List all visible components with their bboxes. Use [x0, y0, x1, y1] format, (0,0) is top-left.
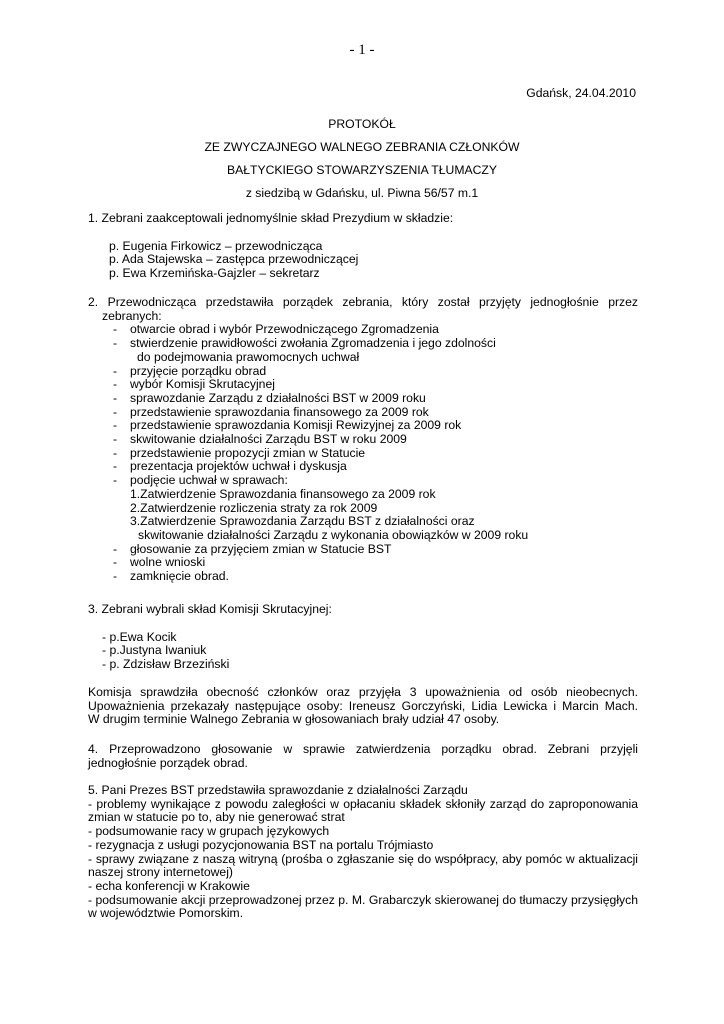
commission-para-line: Komisja sprawdziła obecność członków oraz przyjęła 3 upoważnienia od osób nieobecnych. — [88, 684, 638, 699]
heading-address: z siedzibą w Gdańsku, ul. Piwna 56/57 m.1 — [245, 186, 479, 200]
section-2 — [88, 296, 638, 584]
section-5-line: - echa konferencji w Krakowie — [88, 878, 250, 893]
section-5-line: - podsumowanie racy w grupach językowych — [88, 824, 330, 839]
agenda-item: - podjęcie uchwał w sprawach: — [113, 473, 288, 488]
resolution-item: 2.Zatwierdzenie rozliczenia straty za rok 2009 — [130, 500, 378, 515]
section-4-line: jednogłośnie porządek obrad. — [88, 755, 248, 770]
section-5-line: naszej strony internetowej) — [88, 865, 233, 880]
document-date: Gdańsk, 24.04.2010 — [526, 86, 636, 100]
heading-line-3: BAŁTYCKIEGO STOWARZYSZENIA TŁUMACZY — [227, 163, 497, 177]
section-5 — [88, 784, 638, 921]
section-5-line: - podsumowanie akcji przeprowadzonej przez p. M. Grabarczyk skierowanej do tłumaczy przysięgłych — [88, 892, 638, 907]
section-5-line: - rezygnacja z usługi pozycjonowania BST na portalu Trójmiasto — [88, 837, 434, 852]
agenda-item: - przedstawienie sprawozdania finansowego za 2009 rok — [113, 404, 429, 419]
section-4-line: 4. Przeprowadzono głosowanie w sprawie zatwierdzenia porządku obrad. Zebrani przyjęli — [88, 742, 638, 756]
agenda-item: - sprawozdanie Zarządu z działalności BST w 2009 roku — [113, 390, 426, 405]
presidium-member: p. Ewa Krzemińska-Gajzler – sekretarz — [109, 266, 320, 281]
section-2-intro: 2. Przewodnicząca przedstawiła porządek zebrania, który został przyjęty jednogłośnie przez — [88, 295, 638, 309]
section-1 — [88, 212, 638, 281]
section-3 — [88, 603, 638, 727]
agenda-item: - zamknięcie obrad. — [113, 569, 229, 584]
heading-title: PROTOKÓŁ — [328, 117, 396, 131]
page-number: - 1 - — [349, 42, 375, 58]
document-heading — [0, 113, 724, 205]
section-5-line: - problemy wynikające z powodu zaległości w opłacaniu składek skłoniły zarząd do zaproponowania — [88, 796, 638, 811]
section-2-intro-cont: zebranych: — [102, 308, 162, 323]
presidium-member: p. Ada Stajewska – zastępca przewodniczącej — [109, 252, 359, 267]
section-3-text: 3. Zebrani wybrali skład Komisji Skrutacyjnej: — [88, 602, 332, 616]
resolution-item: 1.Zatwierdzenie Sprawozdania finansowego za 2009 rok — [130, 486, 436, 501]
commission-list — [88, 631, 638, 672]
commission-para-line: Upoważnienia przekazały następujące osoby: Ireneusz Gorczyński, Lidia Lewicka i Marcin Mach. — [88, 698, 638, 713]
agenda-item: - stwierdzenie prawidłowości zwołania Zgromadzenia i jego zdolności — [113, 336, 496, 351]
section-5-line: 5. Pani Prezes BST przedstawiła sprawozdanie z działalności Zarządu — [88, 783, 468, 797]
commission-member: - p. Zdzisław Brzeziński — [102, 657, 230, 672]
commission-member: - p.Ewa Kocik — [102, 629, 177, 644]
heading-line-2: ZE ZWYCZAJNEGO WALNEGO ZEBRANIA CZŁONKÓW — [204, 140, 520, 154]
agenda-item: - przyjęcie porządku obrad — [113, 363, 267, 378]
agenda-item: - przedstawienie propozycji zmian w Statucie — [113, 445, 366, 460]
resolution-item: 3.Zatwierdzenie Sprawozdania Zarządu BST z działalności oraz — [130, 514, 475, 529]
section-5-line: w województwie Pomorskim. — [88, 906, 244, 921]
agenda-item: - przedstawienie sprawozdania Komisji Rewizyjnej za 2009 rok — [113, 418, 462, 433]
agenda-list — [88, 323, 638, 583]
section-1-text: 1. Zebrani zaakceptowali jednomyślnie skład Prezydium w składzie: — [88, 211, 454, 225]
section-5-line: zmian w statucie po to, aby nie generować strat — [88, 810, 345, 825]
agenda-item: - prezentacja projektów uchwał i dyskusja — [113, 459, 347, 474]
agenda-item: - głosowanie za przyjęciem zmian w Statucie BST — [113, 541, 392, 556]
presidium-member: p. Eugenia Firkowicz – przewodnicząca — [109, 238, 323, 253]
agenda-item: - skwitowanie działalności Zarządu BST w roku 2009 — [113, 432, 407, 447]
agenda-item: - wybór Komisji Skrutacyjnej — [113, 377, 275, 392]
agenda-item-cont: do podejmowania prawomocnych uchwał — [137, 349, 360, 364]
commission-para-line: W drugim terminie Walnego Zebrania w głosowaniach brały udział 47 osoby. — [88, 712, 500, 727]
section-5-line: - sprawy związane z naszą witryną (prośba o zgłaszanie się do współpracy, aby pomóc w aktualizacji — [88, 851, 638, 866]
presidium-list — [88, 240, 638, 281]
agenda-item: - wolne wnioski — [113, 555, 206, 570]
resolution-item-cont: skwitowanie działalności Zarządu z wykonania obowiązków w 2009 roku — [138, 527, 529, 542]
commission-member: - p.Justyna Iwaniuk — [102, 643, 207, 658]
section-4 — [88, 743, 638, 770]
agenda-item: - otwarcie obrad i wybór Przewodniczącego Zgromadzenia — [113, 322, 439, 337]
